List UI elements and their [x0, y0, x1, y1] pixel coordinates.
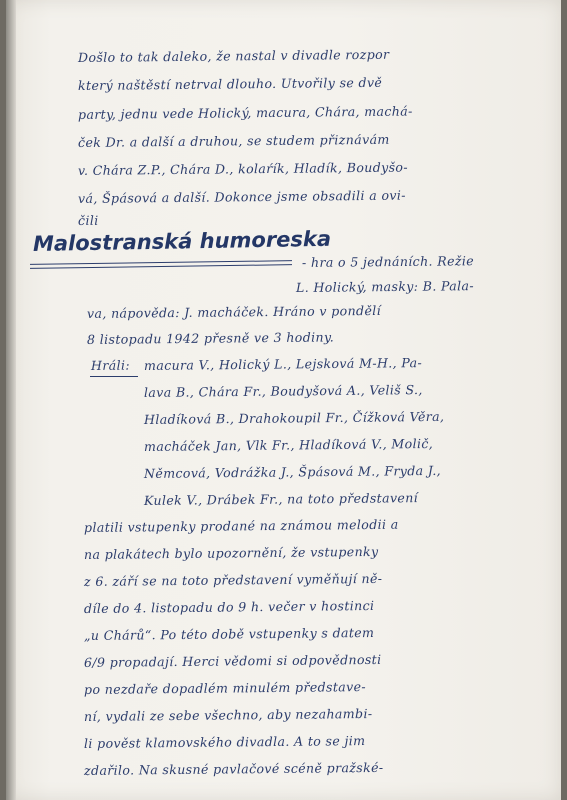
section-title: Malostranská humoreska	[32, 226, 332, 256]
handwritten-line: ní, vydali ze sebe všechno, aby nezahambi-	[83, 705, 373, 724]
handwritten-line: - hra o 5 jednáních. Režie	[301, 253, 475, 270]
page-spine-shadow	[6, 0, 16, 800]
handwritten-line: L. Holický, masky: B. Pala-	[295, 278, 475, 295]
handwritten-line: ček Dr. a další a druhou, se studem přiznávám	[77, 131, 390, 150]
handwritten-line: vá, Špásová a další. Dokonce jsme obsadili a ovi-	[77, 187, 406, 206]
handwritten-line: zdařilo. Na skusné pavlačové scéně pražské-	[83, 759, 384, 778]
handwritten-line: macháček Jan, Vlk Fr., Hladíková V., Molič,	[143, 435, 434, 454]
handwritten-line: který naštěstí netrval dlouho. Utvořily se dvě	[77, 74, 383, 93]
handwritten-line: z 6. září se na toto představení vyměňují ně-	[83, 570, 383, 589]
handwritten-line: 8 listopadu 1942 přesně ve 3 hodiny.	[86, 329, 335, 347]
cast-label: Hráli:	[90, 357, 130, 373]
handwritten-line: čili	[77, 212, 99, 228]
title-underline	[30, 264, 292, 269]
handwritten-line: party, jednu vede Holický, macura, Chára, machá-	[77, 103, 413, 122]
notebook-page	[6, 0, 561, 800]
handwritten-line: 6/9 propadají. Herci vědomi si odpovědnosti	[83, 651, 382, 670]
handwritten-line: v. Chára Z.P., Chára D., kolaŕík, Hladík, Boudyšo-	[77, 159, 408, 178]
handwritten-line: macura V., Holický L., Lejsková M-H., Pa-	[143, 355, 423, 373]
handwritten-line: li pověst klamovského divadla. A to se jim	[83, 733, 366, 751]
handwritten-line: Němcová, Vodrážka J., Špásová M., Fryda J.,	[143, 462, 442, 481]
handwritten-line: va, nápověda: J. macháček. Hráno v pondělí	[86, 302, 382, 321]
handwritten-line: lava B., Chára Fr., Boudyšová A., Veliš S.,	[143, 382, 423, 400]
handwritten-line: Hladíková B., Drahokoupil Fr., Čížková Věra,	[143, 408, 445, 427]
handwritten-line: po nezdaře dopadlém minulém představe-	[83, 679, 367, 697]
handwritten-line: „u Chárů“. Po této době vstupenky s datem	[83, 624, 375, 643]
handwritten-line: Kulek V., Drábek Fr., na toto představení	[143, 490, 419, 508]
handwritten-line: platili vstupenky prodané na známou melodii a	[83, 516, 399, 535]
handwritten-line: Došlo to tak daleko, že nastal v divadle rozpor	[77, 46, 390, 65]
handwritten-line: na plakátech bylo upozornění, že vstupenky	[83, 543, 379, 562]
handwritten-line: díle do 4. listopadu do 9 h. večer v hostinci	[83, 597, 375, 616]
cast-label-underline	[90, 376, 138, 377]
